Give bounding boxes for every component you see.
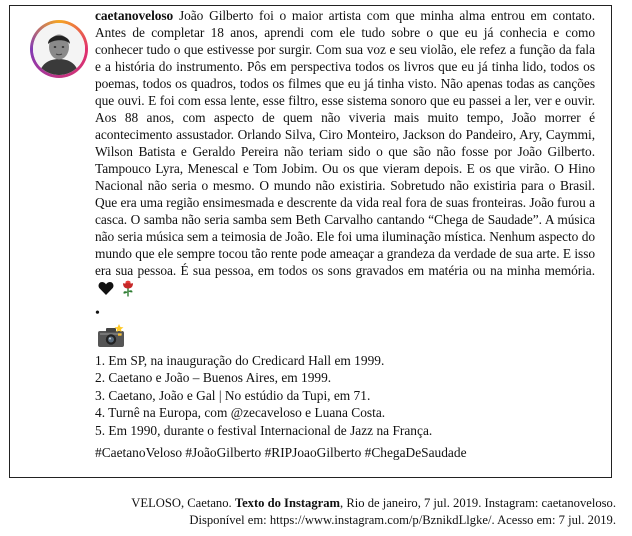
- citation-line-1: [50, 495, 616, 512]
- citation-details: , Rio de janeiro, 7 jul. 2019. Instagram: caetanoveloso.: [340, 496, 616, 510]
- avatar-portrait-icon: [33, 23, 85, 75]
- hashtags[interactable]: #CaetanoVeloso #JoãoGilberto #RIPJoaoGilberto #ChegaDeSaudade: [95, 445, 467, 460]
- caption-text: João Gilberto foi o maior artista com que minha alma entrou em contato. Antes de completar 18 anos, aprendi com ele tudo sobre o que eu já conhecia e como conhecer tudo o que estivesse por surgir. Com sua voz e seu violão, ele refez a função da fala e a história do instrumento. Pôs em perspectiva todos os livros que eu já tinha lido, todos os poemas, todos os quadros, todos os filmes que eu já tinha visto. Não apenas todas as canções que ouvi. E foi com essa lente, esse filtro, esse sistema sonoro que eu passei a ler, ver e ouvir. Aos 88 anos, com aspecto de quem não viveria mais muito tempo, João morrer é acontecimento assustador. Orlando Silva, Ciro Monteiro, Jackson do Pandeiro, Ary, Caymmi, Wilson Batista e Geraldo Pereira não teriam sido o que são não fosse por João Gilberto. Tampouco Lyra, Menescal e Tom Jobim. Ou os que vieram depois. E os que virão. O Hino Nacional não seria o mesmo. O mundo não existiria. Sobretudo não existiria para o Brasil. Que era uma região ensimesmada e descrente da vida real fora de suas fronteiras. João furou a casca. O samba não seria samba sem Beth Carvalho cantando “Chega de Saudade”. A música não seria música sem a teimosia de João. Ele foi uma iluminação mística. Nenhum aspecto do mundo que ele sempre tocou tão rente pode ameaçar a grandeza da verdade de sua arte. E isso era sua pessoa. É sua pessoa, em todos os sons gravados em matéria ou na minha memória.: [95, 8, 595, 278]
- citation-line-2: Disponível em: https://www.instagram.com/p/BznikdLlgke/. Acesso em: 7 jul. 2019.: [189, 512, 616, 527]
- username-link[interactable]: caetanoveloso: [95, 8, 174, 23]
- avatar-ring[interactable]: [30, 20, 88, 78]
- list-item: 1. Em SP, na inauguração do Credicard Hall em 1999.: [95, 353, 385, 368]
- list-item: 3. Caetano, João e Gal | No estúdio da Tupi, em 71.: [95, 387, 371, 403]
- avatar: [33, 23, 85, 75]
- citation-title: Texto do Instagram: [234, 496, 341, 510]
- camera-flash-icon: [97, 324, 125, 353]
- list-item: 2. Caetano e João – Buenos Aires, em 1999.: [95, 370, 332, 386]
- photo-caption-list: [95, 352, 432, 439]
- black-heart-icon: [98, 281, 114, 300]
- list-item: 4. Turnê na Europa, com @zecaveloso e Luana Costa.: [95, 405, 386, 421]
- post-caption: [95, 7, 595, 301]
- rose-icon: [120, 279, 136, 301]
- list-item: 5. Em 1990, durante o festival Internacional de Jazz na França.: [95, 422, 433, 438]
- citation-author: VELOSO, Caetano.: [131, 496, 232, 510]
- bullet-point: •: [95, 306, 100, 321]
- source-citation: [50, 495, 616, 528]
